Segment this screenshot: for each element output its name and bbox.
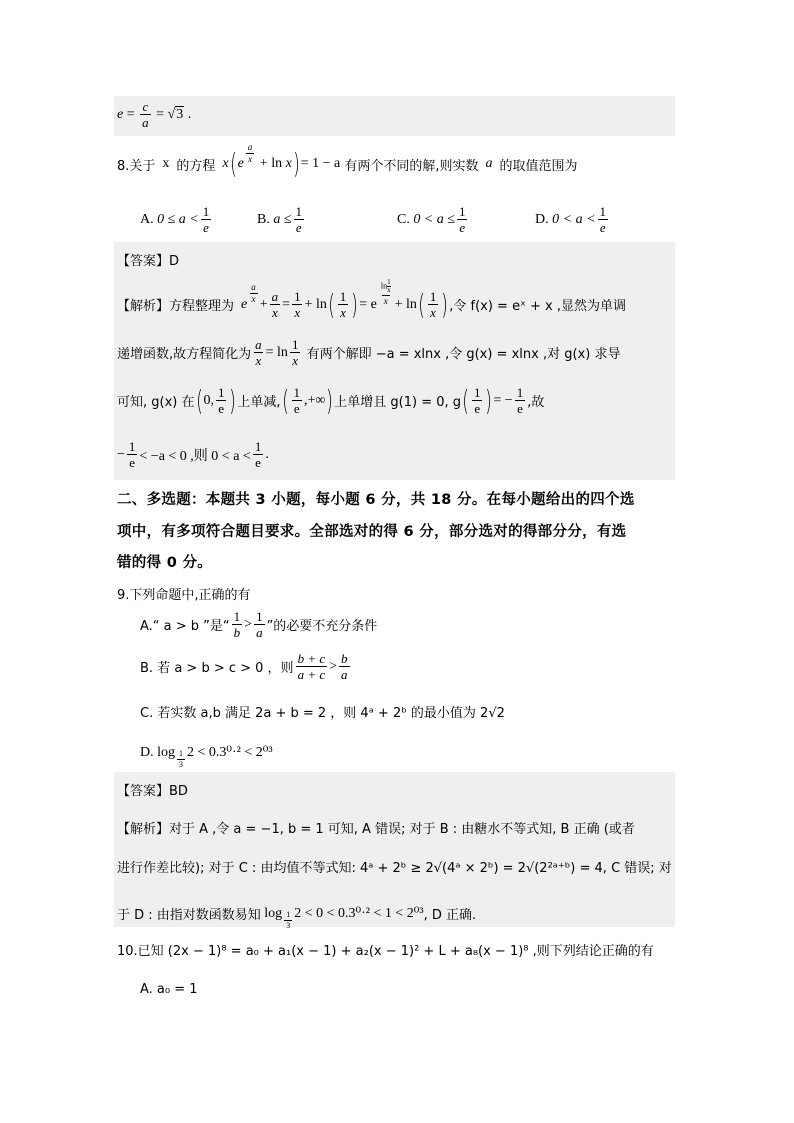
- q8-answer: 【答案】D: [117, 254, 180, 269]
- q8-option-c: C. 0 < a ≤ $\frac{1}{e}$: [397, 204, 466, 235]
- shade-top: [114, 96, 675, 136]
- q9-option-a: A.“ a > b ”是“ $\frac{1}{b}$ > $\frac{1}{a}$ ”的必要不充分条件: [140, 609, 378, 640]
- q8-stem: 8.关于 x 的方程 x ( e $\frac{a}{x}$ + ln x ) = 1 − a 有两个不同的解,则实数 a 的取值范围为: [117, 141, 578, 180]
- q8-analysis-line2: 递增函数,故方程简化为 $\frac{a}{x}$ = ln $\frac{1}{x}$ 有两个解即 −a = xlnx ,令 g(x) = xlnx ,对 g(x) 求导: [117, 337, 621, 368]
- section2-heading-line1: 二、多选题：本题共 3 小题，每小题 6 分，共 18 分。在每小题给出的四个选: [117, 492, 635, 508]
- section2-heading-line2: 项中，有多项符合题目要求。全部选对的得 6 分，部分选对的得部分分，有选: [117, 524, 627, 540]
- q9-analysis-line1: 【解析】对于 A ,令 a = −1, b = 1 可知, A 错误; 对于 B : 由糖水不等式知, B 正确 (或者: [117, 822, 635, 837]
- q9-option-c: C. 若实数 a,b 满足 2a + b = 2 ，则 4ᵃ + 2ᵇ 的最小值为 2√2: [140, 706, 505, 721]
- q8-option-a: A. 0 ≤ a < $\frac{1}{e}$: [140, 204, 210, 235]
- q8-option-d: D. 0 < a < $\frac{1}{e}$: [535, 204, 607, 235]
- eccentricity-formula: e = $\frac{c}{a}$ = √3 .: [117, 99, 192, 130]
- q9-analysis-line2: 进行作差比较); 对于 C : 由均值不等式知: 4ᵃ + 2ᵇ ≥ 2√(4ᵃ × 2ᵇ) = 2√(2²ᵃ⁺ᵇ) = 4, C 错误; 对: [117, 861, 672, 876]
- q9-analysis-line3: 于 D : 由指对数函数易知 log $\frac{1}{3}$ 2 < 0 < 0.3⁰·² < 1 < 2⁰³ , D 正确.: [117, 905, 477, 930]
- q9-answer: 【答案】BD: [117, 784, 188, 799]
- q8-analysis-line4: − $\frac{1}{e}$ < −a < 0 ,则 0 < a < $\frac{1}{e}$ .: [117, 439, 269, 470]
- section2-heading-line3: 错的得 0 分。: [117, 555, 213, 571]
- q8-analysis-line1: 【解析】 方程整理为 e $\frac{a}{x}$ + $\frac{a}{x}$ = $\frac{1}{x}$ + ln ( $\frac{1}{x}$ ) = e ln $\frac{1}{x}$ x + ln ( $\frac{1}{x}$ ) ,令 f(x) = eˣ + x ,显然为单调: [117, 278, 626, 321]
- q9-stem: 9.下列命题中,正确的有: [117, 588, 251, 603]
- q8-analysis-line3: 可知, g(x) 在 ( 0, $\frac{1}{e}$ ) 上单减, ( $\frac{1}{e}$ ,+∞ ) 上单增且 g(1) = 0, g ( $\frac{1}{e}$ ) = − $\frac{1}{e}$ ,故: [117, 383, 545, 417]
- q10-option-a: A. a₀ = 1: [140, 982, 198, 997]
- q10-stem: 10.已知 (2x − 1)⁸ = a₀ + a₁(x − 1) + a₂(x − 1)² + L + a₈(x − 1)⁸ ,则下列结论正确的有: [117, 944, 654, 959]
- q9-option-d: D. log $\frac{1}{3}$ 2 < 0.3⁰·² < 2⁰³: [140, 744, 273, 769]
- q8-option-b: B. a ≤ $\frac{1}{e}$: [257, 204, 303, 235]
- q9-option-b: B. 若 a > b > c > 0 ，则 $\frac{b + c}{a + c}$ > $\frac{b}{a}$: [140, 651, 348, 682]
